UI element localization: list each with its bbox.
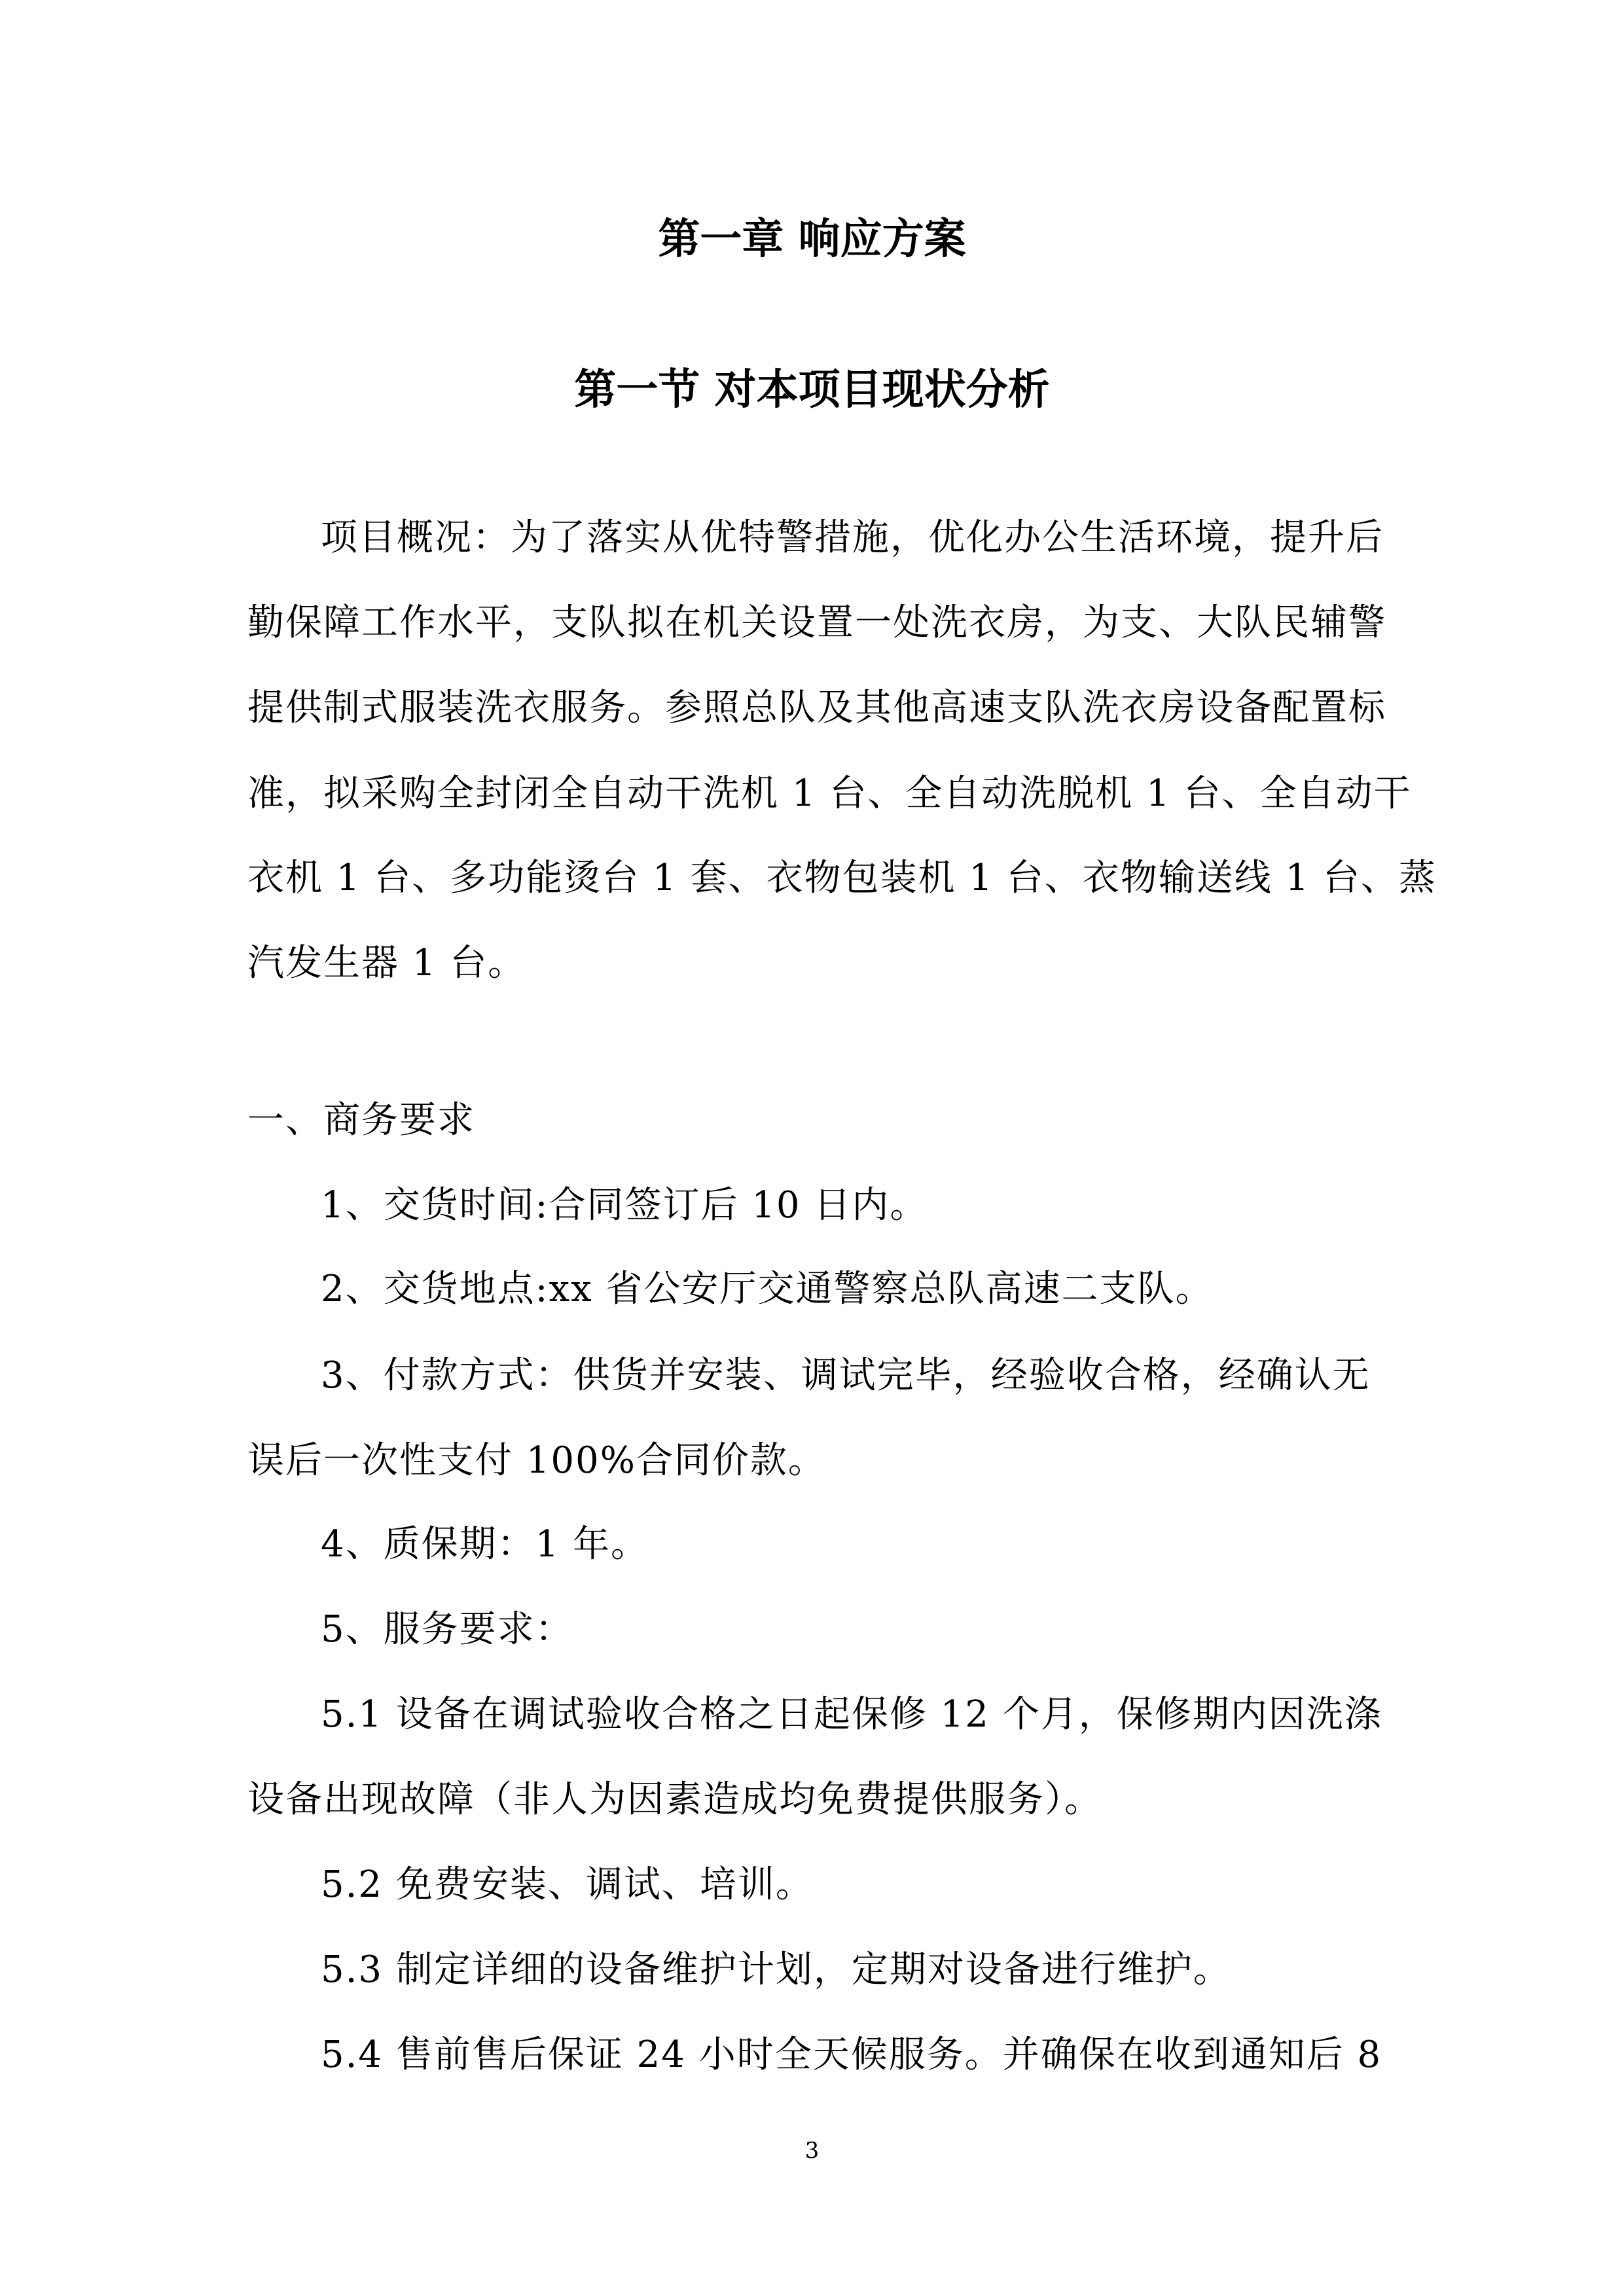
- requirement-item-delivery-time: 1、交货时间:合同签订后 10 日内。: [321, 1184, 928, 1227]
- overview-paragraph-line: 勤保障工作水平，支队拟在机关设置一处洗衣房，为支、大队民辅警: [247, 601, 1386, 644]
- service-item-5-1-continued: 设备出现故障（非人为因素造成均免费提供服务）。: [247, 1778, 1102, 1821]
- overview-paragraph-line: 提供制式服装洗衣服务。参照总队及其他高速支队洗衣房设备配置标: [247, 687, 1386, 729]
- service-item-5-3: 5.3 制定详细的设备维护计划，定期对设备进行维护。: [321, 1948, 1231, 1991]
- section-title: 第一节 对本项目现状分析: [574, 366, 1050, 414]
- requirement-item-warranty: 4、质保期：1 年。: [321, 1523, 649, 1566]
- business-requirements-heading: 一、商务要求: [247, 1099, 475, 1141]
- requirement-item-delivery-place: 2、交货地点:xx 省公安厅交通警察总队高速二支队。: [321, 1268, 1214, 1310]
- overview-paragraph-line: 准，拟采购全封闭全自动干洗机 1 台、全自动洗脱机 1 台、全自动干: [247, 772, 1412, 815]
- requirement-item-payment: 3、付款方式：供货并安装、调试完毕，经验收合格，经确认无: [321, 1354, 1371, 1397]
- overview-paragraph-line: 项目概况：为了落实从优特警措施，优化办公生活环境，提升后: [321, 516, 1384, 559]
- service-item-5-1: 5.1 设备在调试验收合格之日起保修 12 个月，保修期内因洗涤: [321, 1693, 1382, 1736]
- service-item-5-2: 5.2 免费安装、调试、培训。: [321, 1863, 814, 1906]
- service-item-5-4: 5.4 售前售后保证 24 小时全天候服务。并确保在收到通知后 8: [321, 2034, 1382, 2076]
- overview-paragraph-line: 衣机 1 台、多功能烫台 1 套、衣物包装机 1 台、衣物输送线 1 台、蒸: [247, 857, 1437, 899]
- overview-paragraph-line: 汽发生器 1 台。: [247, 942, 526, 984]
- chapter-title: 第一章 响应方案: [658, 215, 966, 264]
- page-number: 3: [804, 2138, 820, 2164]
- requirement-item-payment-continued: 误后一次性支付 100%合同价款。: [247, 1439, 826, 1482]
- requirement-item-service: 5、服务要求：: [321, 1608, 573, 1651]
